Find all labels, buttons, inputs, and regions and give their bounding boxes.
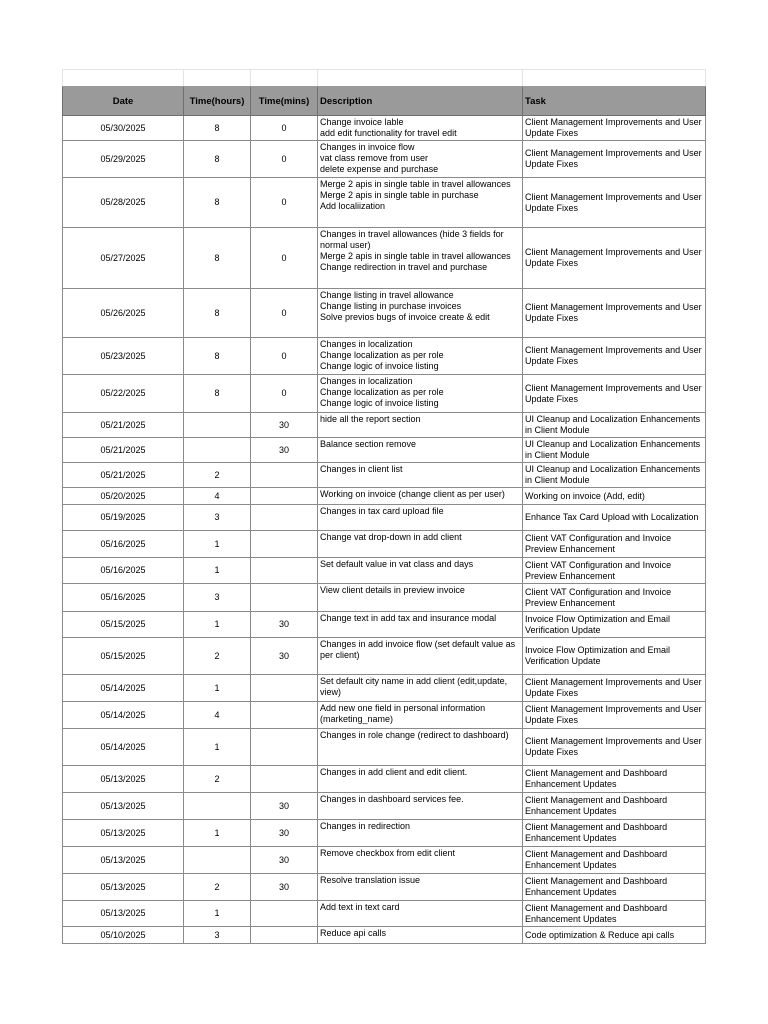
cell-date[interactable]: 05/28/2025 <box>63 178 184 228</box>
cell-hours[interactable]: 8 <box>184 228 251 289</box>
table-row <box>63 793 706 820</box>
cell-date[interactable]: 05/14/2025 <box>63 675 184 702</box>
table-row <box>63 702 706 729</box>
table-row <box>63 488 706 505</box>
table-row <box>63 463 706 488</box>
cell-task[interactable]: UI Cleanup and Localization Enhancements in Client Module <box>523 463 706 488</box>
cell-mins[interactable]: 30 <box>251 413 318 438</box>
cell-task[interactable]: Client Management and Dashboard Enhancement Updates <box>523 874 706 901</box>
table-row <box>63 531 706 558</box>
cell-task[interactable]: Client Management and Dashboard Enhancement Updates <box>523 766 706 793</box>
cell-mins[interactable] <box>251 729 318 766</box>
header-date[interactable]: Date <box>63 87 184 116</box>
cell-description[interactable]: Reduce api calls <box>318 927 523 944</box>
cell-date[interactable]: 05/19/2025 <box>63 505 184 531</box>
cell-hours[interactable]: 2 <box>184 874 251 901</box>
cell-description[interactable]: Set default city name in add client (edit,update, view) <box>318 675 523 702</box>
cell-hours[interactable]: 2 <box>184 766 251 793</box>
cell-description[interactable]: Working on invoice (change client as per user) <box>318 488 523 505</box>
cell-description[interactable]: Add new one field in personal information (marketing_name) <box>318 702 523 729</box>
table-row <box>63 413 706 438</box>
empty-row <box>63 70 706 87</box>
cell-date[interactable]: 05/16/2025 <box>63 584 184 612</box>
table-row <box>63 638 706 675</box>
cell-task[interactable]: Enhance Tax Card Upload with Localization <box>523 505 706 531</box>
header-description[interactable]: Description <box>318 87 523 116</box>
cell-mins[interactable] <box>251 766 318 793</box>
cell-task[interactable]: Client Management Improvements and User Update Fixes <box>523 338 706 375</box>
table-row <box>63 141 706 178</box>
cell-date[interactable]: 05/15/2025 <box>63 638 184 675</box>
cell-date[interactable]: 05/30/2025 <box>63 116 184 141</box>
cell-description[interactable]: Resolve translation issue <box>318 874 523 901</box>
cell-description[interactable]: Change vat drop-down in add client <box>318 531 523 558</box>
table-row <box>63 584 706 612</box>
cell-description[interactable]: Add text in text card <box>318 901 523 927</box>
cell-description[interactable]: Remove checkbox from edit client <box>318 847 523 874</box>
cell-task[interactable]: Invoice Flow Optimization and Email Verification Update <box>523 612 706 638</box>
cell-task[interactable]: Client Management and Dashboard Enhancement Updates <box>523 793 706 820</box>
cell-hours[interactable]: 1 <box>184 729 251 766</box>
cell-task[interactable]: Client VAT Configuration and Invoice Preview Enhancement <box>523 584 706 612</box>
cell-date[interactable]: 05/13/2025 <box>63 820 184 847</box>
cell-description[interactable]: Changes in invoice flow vat class remove from user delete expense and purchase <box>318 141 523 178</box>
cell-description[interactable]: Balance section remove <box>318 438 523 463</box>
cell-date[interactable]: 05/13/2025 <box>63 874 184 901</box>
cell-mins[interactable] <box>251 531 318 558</box>
cell-date[interactable]: 05/15/2025 <box>63 612 184 638</box>
cell-task[interactable]: Client VAT Configuration and Invoice Preview Enhancement <box>523 531 706 558</box>
cell-hours[interactable]: 3 <box>184 505 251 531</box>
cell-mins[interactable]: 0 <box>251 338 318 375</box>
cell-task[interactable]: UI Cleanup and Localization Enhancements in Client Module <box>523 438 706 463</box>
cell-task[interactable]: Client Management Improvements and User Update Fixes <box>523 702 706 729</box>
cell-date[interactable]: 05/14/2025 <box>63 729 184 766</box>
cell-task[interactable]: Client Management and Dashboard Enhancement Updates <box>523 901 706 927</box>
timesheet-table <box>62 69 706 944</box>
cell-mins[interactable] <box>251 584 318 612</box>
cell-mins[interactable] <box>251 901 318 927</box>
header-hours[interactable]: Time(hours) <box>184 87 251 116</box>
cell-description[interactable]: Change invoice lable add edit functionality for travel edit <box>318 116 523 141</box>
cell-description[interactable]: Changes in role change (redirect to dashboard) <box>318 729 523 766</box>
cell-date[interactable]: 05/16/2025 <box>63 558 184 584</box>
cell-date[interactable]: 05/26/2025 <box>63 289 184 338</box>
table-row <box>63 847 706 874</box>
header-row <box>63 87 706 116</box>
cell-hours[interactable]: 2 <box>184 463 251 488</box>
empty-cell[interactable] <box>318 70 523 87</box>
table-row <box>63 612 706 638</box>
cell-description[interactable]: hide all the report section <box>318 413 523 438</box>
cell-task[interactable]: Client Management Improvements and User Update Fixes <box>523 375 706 413</box>
cell-description[interactable]: Changes in localization Change localization as per role Change logic of invoice listing <box>318 375 523 413</box>
cell-date[interactable]: 05/13/2025 <box>63 901 184 927</box>
cell-hours[interactable]: 4 <box>184 702 251 729</box>
cell-task[interactable]: Working on invoice (Add, edit) <box>523 488 706 505</box>
cell-date[interactable]: 05/29/2025 <box>63 141 184 178</box>
cell-mins[interactable]: 0 <box>251 289 318 338</box>
cell-task[interactable]: Client Management Improvements and User Update Fixes <box>523 178 706 228</box>
cell-mins[interactable] <box>251 675 318 702</box>
cell-task[interactable]: Client VAT Configuration and Invoice Preview Enhancement <box>523 558 706 584</box>
cell-description[interactable]: Changes in tax card upload file <box>318 505 523 531</box>
cell-date[interactable]: 05/13/2025 <box>63 793 184 820</box>
cell-mins[interactable] <box>251 702 318 729</box>
table-body <box>63 116 706 944</box>
cell-task[interactable]: Invoice Flow Optimization and Email Verification Update <box>523 638 706 675</box>
cell-hours[interactable]: 8 <box>184 338 251 375</box>
cell-hours[interactable] <box>184 793 251 820</box>
cell-task[interactable]: Client Management and Dashboard Enhancement Updates <box>523 820 706 847</box>
cell-mins[interactable] <box>251 558 318 584</box>
cell-description[interactable]: Changes in dashboard services fee. <box>318 793 523 820</box>
cell-mins[interactable]: 30 <box>251 638 318 675</box>
cell-mins[interactable]: 30 <box>251 820 318 847</box>
cell-hours[interactable]: 8 <box>184 375 251 413</box>
cell-hours[interactable]: 8 <box>184 116 251 141</box>
table-row <box>63 820 706 847</box>
header-task[interactable]: Task <box>523 87 706 116</box>
cell-task[interactable]: Client Management Improvements and User Update Fixes <box>523 116 706 141</box>
table-row <box>63 874 706 901</box>
table-row <box>63 289 706 338</box>
cell-mins[interactable]: 0 <box>251 375 318 413</box>
empty-cell[interactable] <box>184 70 251 87</box>
cell-mins[interactable]: 30 <box>251 612 318 638</box>
cell-date[interactable]: 05/13/2025 <box>63 766 184 793</box>
cell-task[interactable]: Client Management Improvements and User Update Fixes <box>523 141 706 178</box>
cell-description[interactable]: Set default value in vat class and days <box>318 558 523 584</box>
cell-hours[interactable] <box>184 847 251 874</box>
cell-hours[interactable]: 8 <box>184 289 251 338</box>
cell-hours[interactable]: 8 <box>184 178 251 228</box>
cell-description[interactable]: Change text in add tax and insurance modal <box>318 612 523 638</box>
table-row <box>63 116 706 141</box>
cell-description[interactable]: Changes in redirection <box>318 820 523 847</box>
cell-mins[interactable]: 0 <box>251 228 318 289</box>
cell-date[interactable]: 05/21/2025 <box>63 413 184 438</box>
cell-date[interactable]: 05/20/2025 <box>63 488 184 505</box>
cell-description[interactable]: Changes in add client and edit client. <box>318 766 523 793</box>
cell-mins[interactable]: 30 <box>251 874 318 901</box>
cell-mins[interactable]: 30 <box>251 438 318 463</box>
cell-date[interactable]: 05/27/2025 <box>63 228 184 289</box>
cell-task[interactable]: Code optimization & Reduce api calls <box>523 927 706 944</box>
cell-mins[interactable]: 0 <box>251 141 318 178</box>
table-row <box>63 505 706 531</box>
cell-task[interactable]: Client Management Improvements and User Update Fixes <box>523 729 706 766</box>
empty-cell[interactable] <box>523 70 706 87</box>
table-row <box>63 927 706 944</box>
table-row <box>63 901 706 927</box>
cell-hours[interactable]: 1 <box>184 612 251 638</box>
cell-date[interactable]: 05/13/2025 <box>63 847 184 874</box>
table-row <box>63 558 706 584</box>
cell-description[interactable]: Change listing in travel allowance Change listing in purchase invoices Solve previos bugs of invoice create & edit <box>318 289 523 338</box>
cell-hours[interactable]: 4 <box>184 488 251 505</box>
table-row <box>63 375 706 413</box>
header-mins[interactable]: Time(mins) <box>251 87 318 116</box>
cell-task[interactable]: UI Cleanup and Localization Enhancements in Client Module <box>523 413 706 438</box>
cell-hours[interactable]: 1 <box>184 901 251 927</box>
empty-cell[interactable] <box>251 70 318 87</box>
cell-description[interactable]: Changes in localization Change localization as per role Change logic of invoice listing <box>318 338 523 375</box>
cell-task[interactable]: Client Management Improvements and User Update Fixes <box>523 675 706 702</box>
table-row <box>63 178 706 228</box>
cell-hours[interactable]: 1 <box>184 675 251 702</box>
cell-description[interactable]: Changes in add invoice flow (set default value as per client) <box>318 638 523 675</box>
table-row <box>63 729 706 766</box>
cell-description[interactable]: Changes in travel allowances (hide 3 fields for normal user) Merge 2 apis in single table in travel allowances Change redirection in travel and purchase <box>318 228 523 289</box>
cell-date[interactable]: 05/22/2025 <box>63 375 184 413</box>
cell-mins[interactable] <box>251 463 318 488</box>
cell-hours[interactable]: 1 <box>184 531 251 558</box>
cell-mins[interactable]: 0 <box>251 116 318 141</box>
cell-hours[interactable] <box>184 413 251 438</box>
table-row <box>63 766 706 793</box>
cell-description[interactable]: View client details in preview invoice <box>318 584 523 612</box>
cell-task[interactable]: Client Management Improvements and User Update Fixes <box>523 228 706 289</box>
table-row <box>63 228 706 289</box>
cell-date[interactable]: 05/21/2025 <box>63 463 184 488</box>
cell-hours[interactable]: 3 <box>184 927 251 944</box>
cell-mins[interactable]: 30 <box>251 847 318 874</box>
cell-hours[interactable]: 1 <box>184 820 251 847</box>
cell-hours[interactable] <box>184 438 251 463</box>
cell-date[interactable]: 05/21/2025 <box>63 438 184 463</box>
cell-mins[interactable] <box>251 505 318 531</box>
cell-hours[interactable]: 8 <box>184 141 251 178</box>
cell-date[interactable]: 05/23/2025 <box>63 338 184 375</box>
cell-description[interactable]: Changes in client list <box>318 463 523 488</box>
cell-mins[interactable] <box>251 927 318 944</box>
cell-mins[interactable]: 0 <box>251 178 318 228</box>
empty-cell[interactable] <box>63 70 184 87</box>
cell-mins[interactable] <box>251 488 318 505</box>
cell-task[interactable]: Client Management and Dashboard Enhancement Updates <box>523 847 706 874</box>
cell-hours[interactable]: 3 <box>184 584 251 612</box>
table-row <box>63 338 706 375</box>
cell-hours[interactable]: 2 <box>184 638 251 675</box>
cell-date[interactable]: 05/14/2025 <box>63 702 184 729</box>
timesheet <box>62 69 705 944</box>
cell-date[interactable]: 05/16/2025 <box>63 531 184 558</box>
cell-task[interactable]: Client Management Improvements and User Update Fixes <box>523 289 706 338</box>
cell-hours[interactable]: 1 <box>184 558 251 584</box>
cell-description[interactable]: Merge 2 apis in single table in travel allowances Merge 2 apis in single table in purchase Add localiization <box>318 178 523 228</box>
table-row <box>63 438 706 463</box>
cell-mins[interactable]: 30 <box>251 793 318 820</box>
cell-date[interactable]: 05/10/2025 <box>63 927 184 944</box>
table-row <box>63 675 706 702</box>
